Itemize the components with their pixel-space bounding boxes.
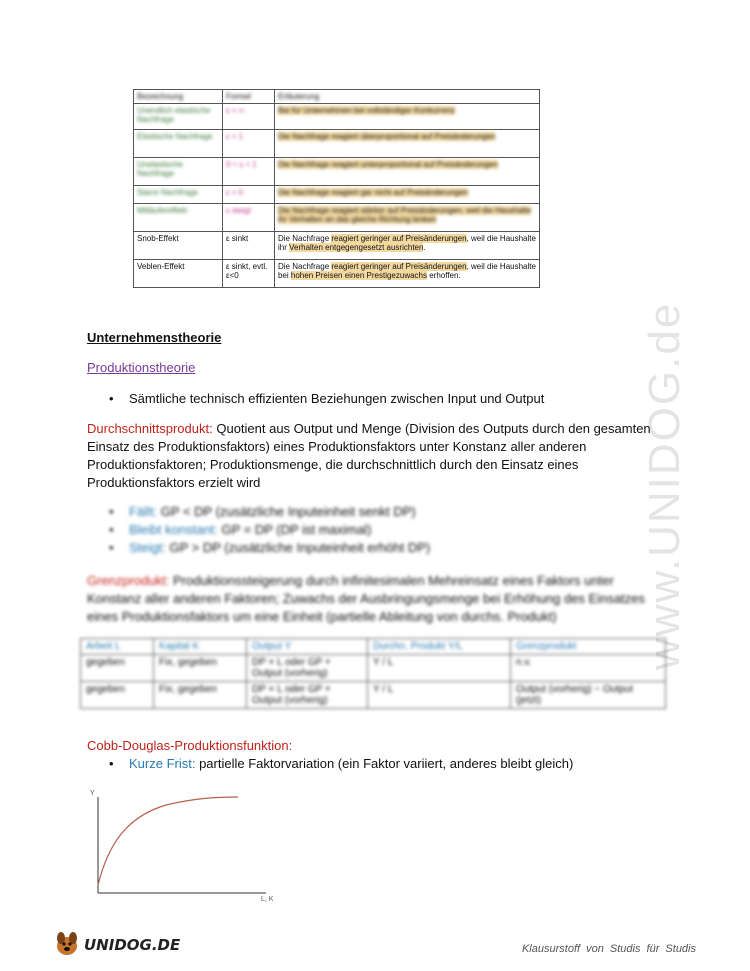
cell-text: , weil die Haushalte bei [278,262,536,280]
definition-text: Produktionssteigerung durch infinitesimalen Mehreinsatz eines Faktors unter Konstanz aller anderen Faktoren; Zuwachs der Ausbringungsmenge bei Erhöhung des Einsatzes eines Produktionsfaktors um eine Einheit (partielle Ableitung von durchs. Produkt) [87,573,645,624]
section-title: Unternehmenstheorie [87,330,222,345]
table-cell: gegeben [81,655,154,682]
table-cell: ε sinkt [223,232,275,260]
footer-logo [52,928,181,958]
cell-text: Bei für Unternehmen bei vollständiger Konkurrenz [278,106,455,115]
cell-highlight: reagiert geringer auf Preisänderungen [331,262,467,271]
table-cell: Unendlich elastische Nachfrage [134,104,223,130]
table-cell: Y / L [368,655,511,682]
table-cell: n.v. [511,655,666,682]
cell-text: erhoffen. [427,271,461,280]
table-cell: ε steigt [223,204,275,232]
table-cell: Fix, gegeben [154,682,247,709]
table-cell: DP × L oder GP + Output (vorherig) [247,655,368,682]
cobb-bullet-list [103,755,663,773]
table-cell [275,186,540,204]
table-header: Formel [223,90,275,104]
table-cell: 0 < ε < 1 [223,158,275,186]
table-header: Output Y [247,639,368,655]
item-text: GP > DP (zusätzliche Inputeinheit erhöht DP) [165,540,431,555]
table-cell: DP × L oder GP + Output (vorherig) [247,682,368,709]
table-cell [275,130,540,158]
term: Steigt: [129,540,166,555]
table-header: Kapital K [154,639,247,655]
term: Fällt: [129,504,158,519]
cell-text: Die Nachfrage reagiert überproportional auf Preisänderungen [278,132,496,141]
bullet-list [103,390,663,408]
watermark: www.UNIDOG.de [640,301,689,670]
table-cell: Mitläufereffekt [134,204,223,232]
table-cell [275,232,540,260]
table-cell: ε = ∞ [223,104,275,130]
table-cell: ε > 1 [223,130,275,158]
blurred-bullet-list [103,503,663,557]
table-cell: Elastische Nachfrage [134,130,223,158]
table-cell [275,104,540,130]
table-cell: ε = 0 [223,186,275,204]
cell-text: Die Nachfrage [278,262,332,271]
table-cell [275,204,540,232]
table-cell: Snob-Effekt [134,232,223,260]
table-header: Grenzprodukt [511,639,666,655]
table-cell: ε sinkt, evtl. ε<0 [223,260,275,288]
term: Durchschnittsprodukt: [87,421,213,436]
production-function-graph [86,785,286,905]
cell-text: Die Nachfrage reagiert stärker auf Preisänderungen, weil die Haushalte ihr Verhalten an das gleiche Richtung lenken [278,206,532,224]
cell-text: , weil die Haushalte ihr [278,234,536,252]
table-cell: Output (vorherig) − Output (jetzt) [511,682,666,709]
cell-text: Die Nachfrage reagiert gar nicht auf Preisänderungen [278,188,468,197]
table-cell: Starre Nachfrage [134,186,223,204]
item-text: GP = DP (DP ist maximal) [217,522,372,537]
dog-icon [52,928,82,958]
definition-durchschnittsprodukt [87,420,667,492]
list-item [103,503,663,521]
term: Grenzprodukt: [87,573,170,588]
cell-text: . [423,243,426,252]
production-table [80,638,666,709]
list-item [103,521,663,539]
term: Kurze Frist: [129,756,196,771]
table-cell [275,260,540,288]
table-cell: Y / L [368,682,511,709]
y-axis-label: Y [90,790,95,797]
item-text: GP < DP (zusätzliche Inputeinheit senkt DP) [157,504,416,519]
list-item: • Sämtliche technisch effizienten Beziehungen zwischen Input und Output [103,390,663,408]
cell-highlight: hohen Preisen einen Prestigezuwachs [290,271,427,280]
table-header: Durchn. Produkt Y/L [368,639,511,655]
cell-text: Die Nachfrage [278,234,332,243]
table-header: Erläuterung [275,90,540,104]
cobb-douglas-title: Cobb-Douglas-Produktionsfunktion: [87,738,293,753]
elasticity-table [133,89,540,288]
footer-tagline: Klausurstoff von Studis für Studis [521,943,696,955]
table-cell [275,158,540,186]
table-header: Arbeit L [81,639,154,655]
table-cell: gegeben [81,682,154,709]
table-cell: Unelastische Nachfrage [134,158,223,186]
x-axis-label: L, K [261,896,274,903]
term: Bleibt konstant: [129,522,218,537]
list-item [103,755,663,773]
production-curve [98,797,238,885]
cell-text: Die Nachfrage reagiert unterproportional auf Preisänderungen [278,160,498,169]
logo-text: UNIDOG.DE [84,936,181,954]
table-cell: Fix, gegeben [154,655,247,682]
table-header: Bezeichnung [134,90,223,104]
definition-grenzprodukt [87,572,667,626]
table-cell: Veblen-Effekt [134,260,223,288]
subsection-link[interactable]: Produktionstheorie [87,360,196,375]
cell-highlight: Verhalten entgegengesetzt ausrichten [289,243,424,252]
item-text: partielle Faktorvariation (ein Faktor variiert, anderes bleibt gleich) [195,756,574,771]
definition-text: Quotient aus Output und Menge (Division des Outputs durch den gesamten Einsatz des Produktionsfaktors) eines Produktionsfaktors unter Konstanz aller anderen Produktionsfaktoren; Produktionsmenge, die durchschnittlich durch den Einsatz eines Produktionsfaktors erzielt wird [87,421,651,490]
list-item [103,539,663,557]
cell-highlight: reagiert geringer auf Preisänderungen [331,234,467,243]
